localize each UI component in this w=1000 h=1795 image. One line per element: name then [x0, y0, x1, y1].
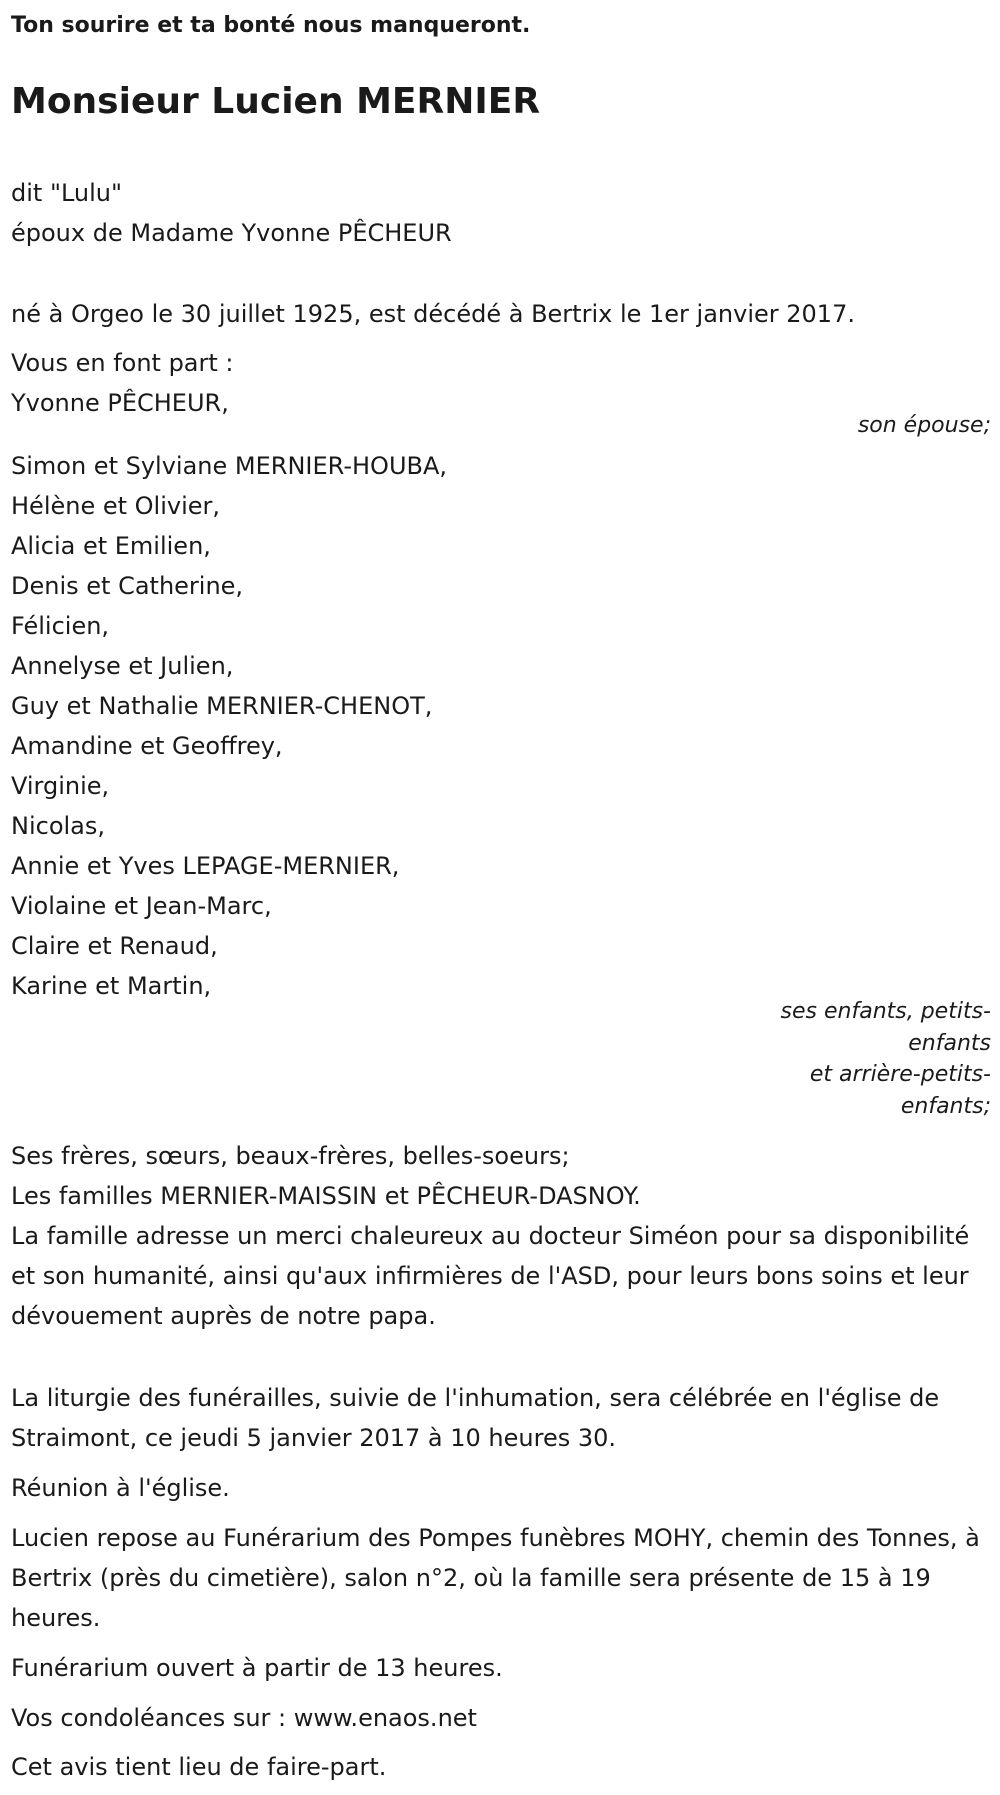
- funerarium-opening: Funérarium ouvert à partir de 13 heures.: [11, 1654, 503, 1682]
- condolences: Vos condoléances sur : www.enaos.net: [11, 1704, 477, 1732]
- families: Les familles MERNIER-MAISSIN et PÊCHEUR-DASNOY.: [11, 1182, 641, 1210]
- siblings: Ses frères, sœurs, beaux-frères, belles-soeurs;: [11, 1142, 570, 1170]
- announce-intro: Vous en font part :: [11, 349, 234, 377]
- spouse-name: Yvonne PÊCHEUR,: [11, 389, 229, 417]
- family-member: Claire et Renaud,: [11, 932, 218, 960]
- spouse-relation: son épouse;: [857, 413, 991, 438]
- thanks-paragraph: La famille adresse un merci chaleureux au docteur Siméon pour sa disponibilité et son humanité, ainsi qu'aux infirmières de l'ASD, pour leurs bons soins et leur dévouement auprès de notre papa.: [11, 1222, 970, 1330]
- deceased-name: Monsieur Lucien MERNIER: [11, 81, 541, 122]
- family-member: Violaine et Jean-Marc,: [11, 892, 272, 920]
- nickname: dit "Lulu": [11, 179, 123, 207]
- rest-paragraph: Lucien repose au Funérarium des Pompes funèbres MOHY, chemin des Tonnes, à Bertrix (près du cimetière), salon n°2, où la famille sera présente de 15 à 19 heures.: [11, 1524, 980, 1632]
- tagline: Ton sourire et ta bonté nous manqueront.: [11, 13, 531, 38]
- family-member: Nicolas,: [11, 812, 106, 840]
- closing-line: Cet avis tient lieu de faire-part.: [11, 1753, 387, 1781]
- family-member: Alicia et Emilien,: [11, 532, 211, 560]
- family-relation-2: et arrière-petits-enfants;: [809, 1062, 991, 1119]
- meeting: Réunion à l'église.: [11, 1474, 230, 1502]
- spouse-line: époux de Madame Yvonne PÊCHEUR: [11, 219, 452, 247]
- family-member: Amandine et Geoffrey,: [11, 732, 283, 760]
- family-member: Karine et Martin,: [11, 972, 212, 1000]
- family-member: Félicien,: [11, 612, 110, 640]
- family-member: Guy et Nathalie MERNIER-CHENOT,: [11, 692, 433, 720]
- family-member: Virginie,: [11, 772, 110, 800]
- family-member: Simon et Sylviane MERNIER-HOUBA,: [11, 452, 448, 480]
- liturgy-paragraph: La liturgie des funérailles, suivie de l'inhumation, sera célébrée en l'église de Straimont, ce jeudi 5 janvier 2017 à 10 heures 30.: [11, 1384, 940, 1452]
- family-member: Annelyse et Julien,: [11, 652, 234, 680]
- family-member: Hélène et Olivier,: [11, 492, 221, 520]
- family-relation-1: ses enfants, petits-enfants: [780, 999, 991, 1056]
- family-list: [11, 446, 447, 1006]
- family-member: Annie et Yves LEPAGE-MERNIER,: [11, 852, 400, 880]
- birth-death: né à Orgeo le 30 juillet 1925, est décédé à Bertrix le 1er janvier 2017.: [11, 300, 855, 328]
- family-member: Denis et Catherine,: [11, 572, 244, 600]
